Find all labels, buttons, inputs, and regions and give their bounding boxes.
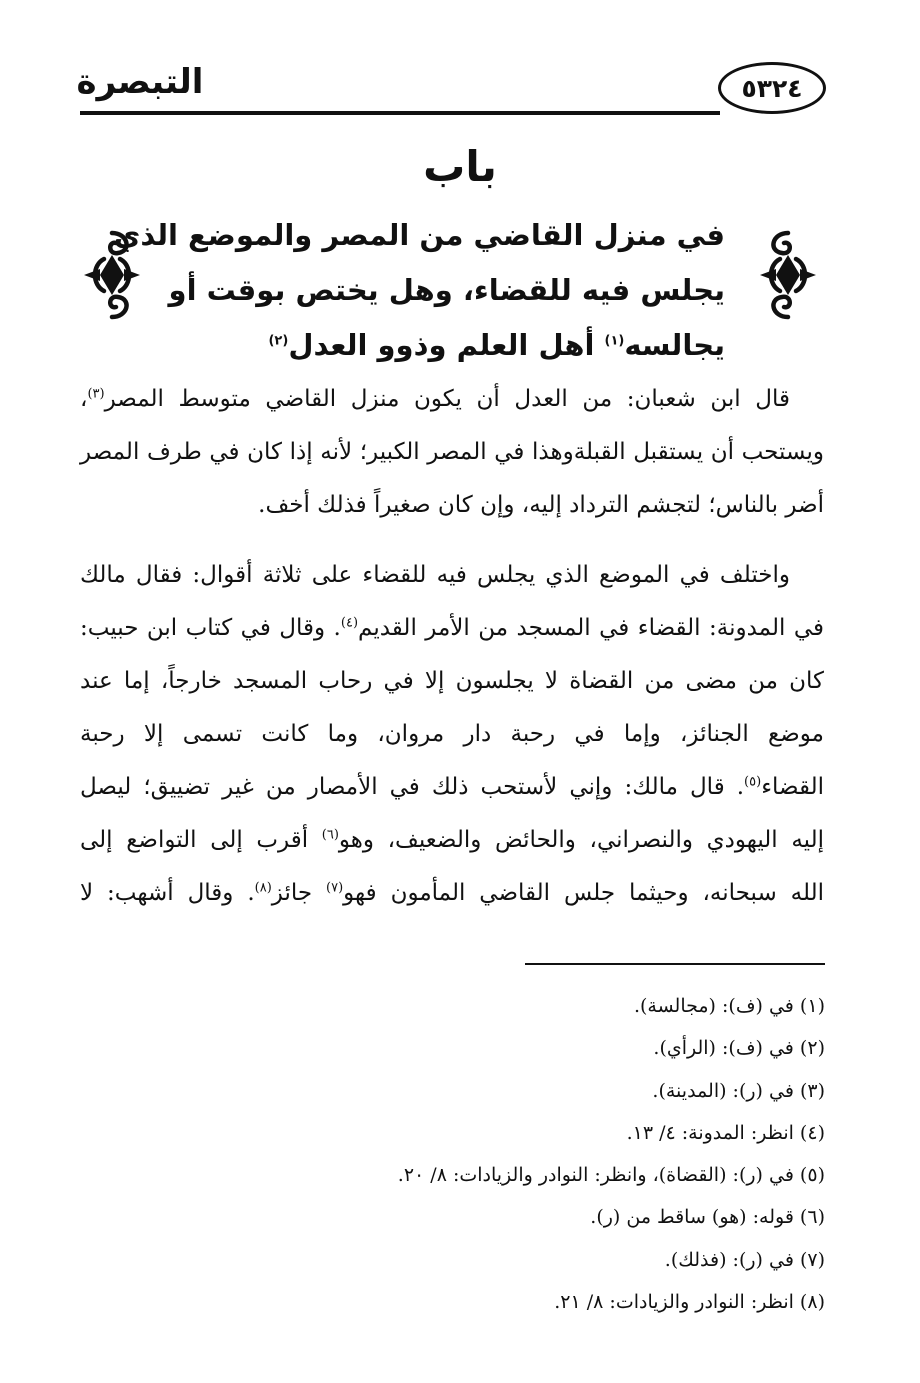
footnote-separator: [525, 963, 825, 965]
heading-line: في منزل القاضي من المصر والموضع الذي: [113, 218, 725, 252]
text-line: موضع الجنائز، وإما في رحبة دار مروان، وما كانت تسمى إلا رحبة: [80, 721, 824, 747]
text-run: جائز: [271, 880, 327, 906]
heading-text: أهل العلم وذوو العدل: [288, 328, 605, 362]
footnote-ref: (٥): [744, 774, 762, 790]
text-line: [80, 814, 824, 867]
text-run: قال ابن شعبان: من العدل أن يكون منزل القاضي متوسط المصر: [104, 386, 790, 412]
text-line: [80, 867, 824, 920]
page-number-badge: [718, 62, 826, 114]
footnote-ref: (٨): [254, 880, 272, 896]
text-line: ويستحب أن يستقبل القبلةوهذا في المصر الكبير؛ لأنه إذا كان في طرف المصر: [80, 439, 824, 465]
text-run: الله سبحانه، وحيثما جلس القاضي المأمون فهو: [343, 880, 824, 906]
footnote-ref: (٤): [340, 615, 359, 631]
page-number: ٥٣٢٤: [741, 73, 803, 103]
heading-text: يجالسه: [624, 328, 725, 362]
footnote: (٧) في (ر): (فذلك).: [664, 1248, 825, 1271]
text-line: [80, 602, 824, 655]
footnote-ref: (٣): [87, 386, 105, 402]
book-title-logo: التبصرة: [76, 62, 204, 102]
chapter-heading: [113, 208, 725, 373]
footnote: (٦) قوله: (هو) ساقط من (ر).: [590, 1206, 825, 1229]
footnote-ref: (٢): [268, 333, 289, 349]
text-run: في المدونة: القضاء في المسجد من الأمر القديم: [358, 615, 824, 641]
footnote: (٥) في (ر): (القضاة)، وانظر: النوادر والزيادات: ٨/ ٢٠.: [397, 1164, 825, 1187]
footnotes: [300, 985, 825, 1323]
text-run: . وقال في كتاب ابن حبيب:: [80, 615, 341, 641]
heading-line: [180, 318, 725, 373]
footnote-ref: (١): [604, 333, 625, 349]
chapter-label: باب: [423, 142, 497, 191]
footnote: (١) في (ف): (مجالسة).: [633, 995, 825, 1017]
text-run: القضاء: [761, 774, 824, 800]
text-line: كان من مضى من القضاة لا يجلسون إلا في رحاب المسجد خارجاً، إما عند: [80, 668, 824, 694]
paragraph-1: [80, 373, 824, 532]
text-run: ،: [80, 386, 88, 412]
footnote: (٣) في (ر): (المدينة).: [652, 1079, 825, 1102]
footnote: (٨) انظر: النوادر والزيادات: ٨/ ٢١.: [554, 1291, 825, 1314]
text-line: [80, 373, 824, 426]
paragraph-2: [80, 549, 824, 920]
footnote: (٢) في (ف): (الرأي).: [653, 1037, 825, 1060]
footnote: (٤) انظر: المدونة: ٤/ ١٣.: [626, 1121, 825, 1144]
text-run: . وقال أشهب: لا: [80, 880, 255, 906]
text-line: واختلف في الموضع الذي يجلس فيه للقضاء على ثلاثة أقوال: فقال مالك: [80, 562, 790, 588]
text-run: إليه اليهودي والنصراني، والحائض والضعيف، وهو: [338, 827, 824, 853]
text-line: أضر بالناس؛ لتجشم الترداد إليه، وإن كان صغيراً فذلك أخف.: [258, 492, 824, 518]
header-rule: [80, 111, 720, 115]
footnote-ref: (٧): [326, 880, 344, 896]
text-run: . قال مالك: وإني لأستحب ذلك في الأمصار من غير تضييق؛ ليصل: [80, 774, 745, 800]
text-line: [80, 761, 824, 814]
right-ornament-icon: [760, 225, 816, 325]
heading-line: يجلس فيه للقضاء، وهل يختص بوقت أو: [168, 273, 725, 307]
footnote-ref: (٦): [321, 827, 339, 843]
text-run: أقرب إلى التواضع إلى: [80, 827, 322, 853]
